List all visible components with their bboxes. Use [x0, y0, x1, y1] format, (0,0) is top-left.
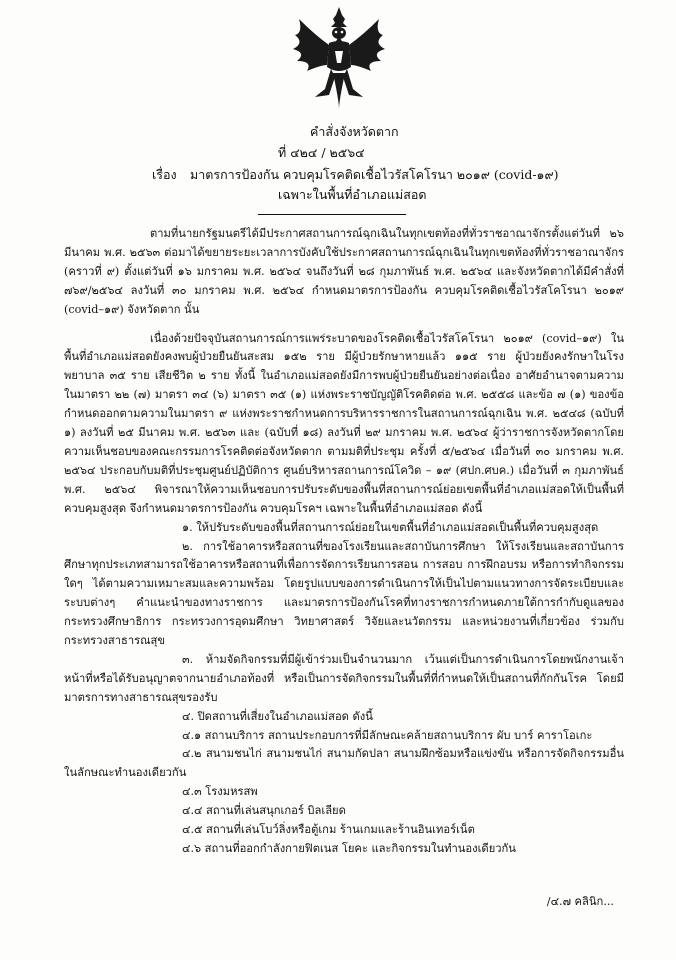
- order-body: [64, 225, 624, 859]
- measure-item-1: ๑. ให้ปรับระดับของพื้นที่สถานการณ์ย่อยในเขตพื้นที่อำเภอแม่สอดเป็นพื้นที่ควบคุมสูงสุด: [182, 520, 599, 534]
- measure-item-4: ๔. ปิดสถานที่เสี่ยงในอำเภอแม่สอด ดังนี้: [182, 709, 373, 723]
- subject-text: มาตรการป้องกัน ควบคุมโรคติดเชื้อไวรัสโคโรนา ๒๐๑๙ (covid-๑๙): [190, 167, 559, 182]
- order-scope: เฉพาะในพื้นที่อำเภอแม่สอด: [278, 187, 427, 202]
- authority-paragraph: เนื่องด้วยปัจจุบันสถานการณ์การแพร่ระบาดของโรคติดเชื้อไวรัสโคโรนา ๒๐๑๙ (covid–๑๙) ในพื้นที่อำเภอแม่สอดยังคงพบผู้ป่วยยืนยันสะสม ๑๕๒ ราย มีผู้ป่วยรักษาหายแล้ว ๑๑๕ ราย ผู้ป่วยยังคงรักษาในโรงพยาบาล ๓๕ ราย เสียชีวิต ๒ ราย ทั้งนี้ ในอำเภอแม่สอดยังมีการพบผู้ป่วยยืนยันอย่างต่อเนื่อง อาศัยอำนาจตามความในมาตรา ๒๒ (๗) มาตรา ๓๔ (๖) มาตรา ๓๕ (๑) แห่งพระราชบัญญัติโรคติดต่อ พ.ศ. ๒๕๕๘ และข้อ ๗ (๑) ของข้อกำหนดออกตามความในมาตรา ๙ แห่งพระราชกำหนดการบริหารราชการในสถานการณ์ฉุกเฉิน พ.ศ. ๒๕๔๘ (ฉบับที่ ๑) ลงวันที่ ๒๕ มีนาคม พ.ศ. ๒๕๖๓ และ (ฉบับที่ ๑๘) ลงวันที่ ๒๙ มกราคม พ.ศ. ๒๕๖๔ ผู้ว่าราชการจังหวัดตากโดยความเห็นชอบของคณะกรรมการโรคติดต่อจังหวัดตาก ตามมติที่ประชุม ครั้งที่ ๕/๒๕๖๔ เมื่อวันที่ ๓๐ มกราคม พ.ศ. ๒๕๖๔ ประกอบกับมติที่ประชุมศูนย์ปฏิบัติการ ศูนย์บริหารสถานการณ์โควิด – ๑๙ (ศปก.ศบค.) เมื่อวันที่ ๓ กุมภาพันธ์ พ.ศ. ๒๕๖๔ พิจารณาให้ความเห็นชอบการปรับระดับของพื้นที่สถานการณ์ย่อยเขตพื้นที่อำเภอแม่สอดให้เป็นพื้นที่ควบคุมสูงสุด จึงกำหนดมาตรการป้องกัน ควบคุมโรคฯ เฉพาะในพื้นที่อำเภอแม่สอด ดังนี้: [64, 331, 624, 515]
- preamble-paragraph: ตามที่นายกรัฐมนตรีได้มีประกาศสถานการณ์ฉุกเฉินในทุกเขตท้องที่ทั่วราชอาณาจักรตั้งแต่วันที่ ๒๖ มีนาคม พ.ศ. ๒๕๖๓ ต่อมาได้ขยายระยะเวลาการบังคับใช้ประกาศสถานการณ์ฉุกเฉินในทุกเขตท้องที่ทั่วราชอาณาจักร (คราวที่ ๙) ตั้งแต่วันที่ ๑๖ มกราคม พ.ศ. ๒๕๖๔ จนถึงวันที่ ๒๘ กุมภาพันธ์ พ.ศ. ๒๕๖๔ และจังหวัดตากได้มีคำสั่งที่ ๗๖๙/๒๕๖๔ ลงวันที่ ๓๐ มกราคม พ.ศ. ๒๕๖๔ กำหนดมาตรการป้องกัน ควบคุมโรคติดเชื้อไวรัสโคโรนา ๒๐๑๙ (covid–๑๙) จังหวัดตาก นั้น: [64, 227, 624, 316]
- order-number: ที่ ๔๒๔ / ๒๕๖๔: [278, 145, 365, 160]
- order-subject: [152, 166, 676, 183]
- header-divider: [258, 214, 406, 215]
- continuation-note: /๔.๗ คลินิก...: [546, 895, 614, 908]
- measure-item-4-5: ๔.๕ สถานที่เล่นโบว์ลิ่งหรือตู้เกม ร้านเกมและร้านอินเทอร์เน็ต: [182, 823, 475, 837]
- measure-item-3: ๓. ห้ามจัดกิจกรรมที่มีผู้เข้าร่วมเป็นจำนวนมาก เว้นแต่เป็นการดำเนินการโดยพนักงานเจ้าหน้าที่หรือได้รับอนุญาตจากนายอำเภอท้องที่ หรือเป็นการจัดกิจกรรมในพื้นที่ที่กำหนดให้เป็นสถานที่กักกันโรค โดยมีมาตรการทางสาธารณสุขรองรับ: [64, 652, 624, 704]
- measure-item-2: ๒. การใช้อาคารหรือสถานที่ของโรงเรียนและสถาบันการศึกษา ให้โรงเรียนและสถาบันการศึกษาทุกประเภทสามารถใช้อาคารหรือสถานที่เพื่อการจัดการเรียนการสอน การสอบ การฝึกอบรม หรือการทำกิจกรรมใดๆ ได้ตามความเหมาะสมและความพร้อม โดยรูปแบบของการดำเนินการให้เป็นไปตามแนวทางการจัดระเบียบและระบบต่างๆ คำแนะนำของทางราชการ และมาตรการป้องกันโรคที่ทางราชการกำหนดภายใต้การกำกับดูแลของกระทรวงศึกษาธิการ กระทรวงการอุดมศึกษา วิทยาศาสตร์ วิจัยและนวัตกรรม และหน่วยงานที่เกี่ยวข้อง ร่วมกับกระทรวงสาธารณสุข: [64, 539, 624, 648]
- garuda-emblem-icon: [285, 5, 393, 111]
- subject-label: เรื่อง: [152, 167, 177, 182]
- order-title: คำสั่งจังหวัดตาก: [310, 124, 399, 139]
- measure-item-4-6: ๔.๖ สถานที่ออกกำลังกายฟิตเนส โยคะ และกิจกรรมในทำนองเดียวกัน: [182, 842, 516, 855]
- measure-item-4-2: ๔.๒ สนามชนไก่ สนามชนไก่ สนามกัดปลา สนามฝึกซ้อมหรือแข่งขัน หรือการจัดกิจกรรมอื่นในลักษณะทำนองเดียวกัน: [64, 747, 624, 780]
- measure-item-4-4: ๔.๔ สถานที่เล่นสนุกเกอร์ บิลเลียด: [182, 804, 346, 818]
- measure-item-4-3: ๔.๓ โรงมหรสพ: [182, 785, 258, 799]
- measure-item-4-1: ๔.๑ สถานบริการ สถานประกอบการที่มีลักษณะคล้ายสถานบริการ ผับ บาร์ คาราโอเกะ: [182, 728, 593, 742]
